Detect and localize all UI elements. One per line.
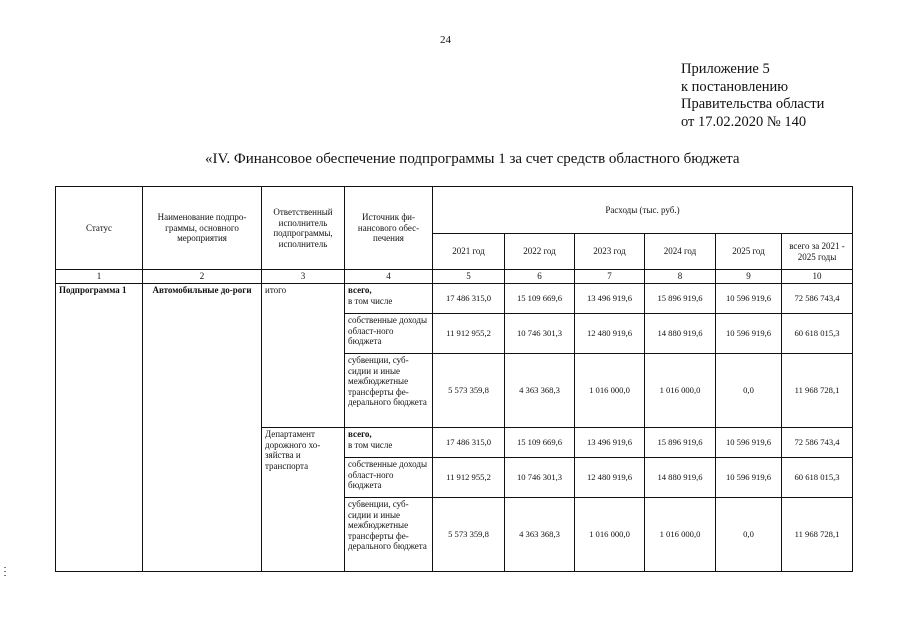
column-number: 6 <box>505 270 575 284</box>
value-cell: 14 880 919,6 <box>645 314 716 354</box>
table-row <box>56 284 853 314</box>
source-cell: субвенции, суб-сидии и иные межбюджетные трансферты фе-дерального бюджета <box>345 354 433 428</box>
header-source: Источник фи-нансового обес-печения <box>345 187 433 270</box>
source-bold: всего, <box>348 285 372 295</box>
value-cell: 0,0 <box>716 354 782 428</box>
source-text: в том числе <box>348 295 393 306</box>
value-cell: 11 968 728,1 <box>782 498 853 572</box>
value-cell: 72 586 743,4 <box>782 284 853 314</box>
value-cell: 15 109 669,6 <box>505 428 575 458</box>
header-row <box>56 187 853 234</box>
header-year: 2022 год <box>505 234 575 270</box>
column-number: 1 <box>56 270 143 284</box>
column-number: 5 <box>433 270 505 284</box>
value-cell: 5 573 359,8 <box>433 498 505 572</box>
value-cell: 14 880 919,6 <box>645 458 716 498</box>
program-name-cell: Автомобильные до-роги <box>143 284 262 572</box>
value-cell: 11 968 728,1 <box>782 354 853 428</box>
appendix-line: от 17.02.2020 № 140 <box>681 113 807 130</box>
value-cell: 11 912 955,2 <box>433 314 505 354</box>
column-number: 2 <box>143 270 262 284</box>
value-cell: 4 363 368,3 <box>505 354 575 428</box>
appendix-block <box>681 61 824 131</box>
executor-cell: Департамент дорожного хо-зяйства и транспорта <box>262 428 345 572</box>
value-cell: 1 016 000,0 <box>575 354 645 428</box>
column-number: 8 <box>645 270 716 284</box>
value-cell: 15 896 919,6 <box>645 428 716 458</box>
section-title: «IV. Финансовое обеспечение подпрограммы 1 за счет средств областного бюджета <box>205 151 740 167</box>
value-cell: 60 618 015,3 <box>782 314 853 354</box>
column-number: 7 <box>575 270 645 284</box>
value-cell: 1 016 000,0 <box>645 498 716 572</box>
value-cell: 12 480 919,6 <box>575 314 645 354</box>
value-cell: 10 746 301,3 <box>505 314 575 354</box>
value-cell: 10 596 919,6 <box>716 428 782 458</box>
column-number: 4 <box>345 270 433 284</box>
value-cell: 15 109 669,6 <box>505 284 575 314</box>
header-year: 2023 год <box>575 234 645 270</box>
source-cell <box>345 428 433 458</box>
value-cell: 17 486 315,0 <box>433 428 505 458</box>
value-cell: 10 596 919,6 <box>716 314 782 354</box>
value-cell: 11 912 955,2 <box>433 458 505 498</box>
column-number: 10 <box>782 270 853 284</box>
source-cell: собственные доходы област-ного бюджета <box>345 458 433 498</box>
header-expenses: Расходы (тыс. руб.) <box>433 187 853 234</box>
value-cell: 13 496 919,6 <box>575 284 645 314</box>
value-cell: 15 896 919,6 <box>645 284 716 314</box>
header-year: 2025 год <box>716 234 782 270</box>
appendix-line: Приложение 5 <box>681 61 770 77</box>
source-cell: субвенции, суб-сидии и иные межбюджетные трансферты фе-дерального бюджета <box>345 498 433 572</box>
value-cell: 10 746 301,3 <box>505 458 575 498</box>
value-cell: 60 618 015,3 <box>782 458 853 498</box>
column-number: 9 <box>716 270 782 284</box>
header-year: 2021 год <box>433 234 505 270</box>
page-number: 24 <box>440 34 451 46</box>
appendix-line: к постановлению <box>681 78 789 95</box>
header-name: Наименование подпро-граммы, основного мероприятия <box>143 187 262 270</box>
column-number: 3 <box>262 270 345 284</box>
source-cell: собственные доходы област-ного бюджета <box>345 314 433 354</box>
value-cell: 0,0 <box>716 498 782 572</box>
source-text: в том числе <box>348 439 393 450</box>
value-cell: 12 480 919,6 <box>575 458 645 498</box>
value-cell: 10 596 919,6 <box>716 284 782 314</box>
value-cell: 1 016 000,0 <box>575 498 645 572</box>
source-cell <box>345 284 433 314</box>
value-cell: 5 573 359,8 <box>433 354 505 428</box>
value-cell: 72 586 743,4 <box>782 428 853 458</box>
source-bold: всего, <box>348 429 372 439</box>
header-executor: Ответственный исполнитель подпрограммы, исполнитель <box>262 187 345 270</box>
value-cell: 4 363 368,3 <box>505 498 575 572</box>
value-cell: 1 016 000,0 <box>645 354 716 428</box>
margin-mark <box>4 567 7 581</box>
appendix-line: Правительства области <box>681 96 825 112</box>
header-year: 2024 год <box>645 234 716 270</box>
status-cell: Подпрограмма 1 <box>56 284 143 572</box>
value-cell: 17 486 315,0 <box>433 284 505 314</box>
executor-cell: итого <box>262 284 345 428</box>
financing-table <box>55 186 853 572</box>
value-cell: 13 496 919,6 <box>575 428 645 458</box>
header-status: Статус <box>56 187 143 270</box>
value-cell: 10 596 919,6 <box>716 458 782 498</box>
column-number-row <box>56 270 853 284</box>
header-total: всего за 2021 - 2025 годы <box>782 234 853 270</box>
